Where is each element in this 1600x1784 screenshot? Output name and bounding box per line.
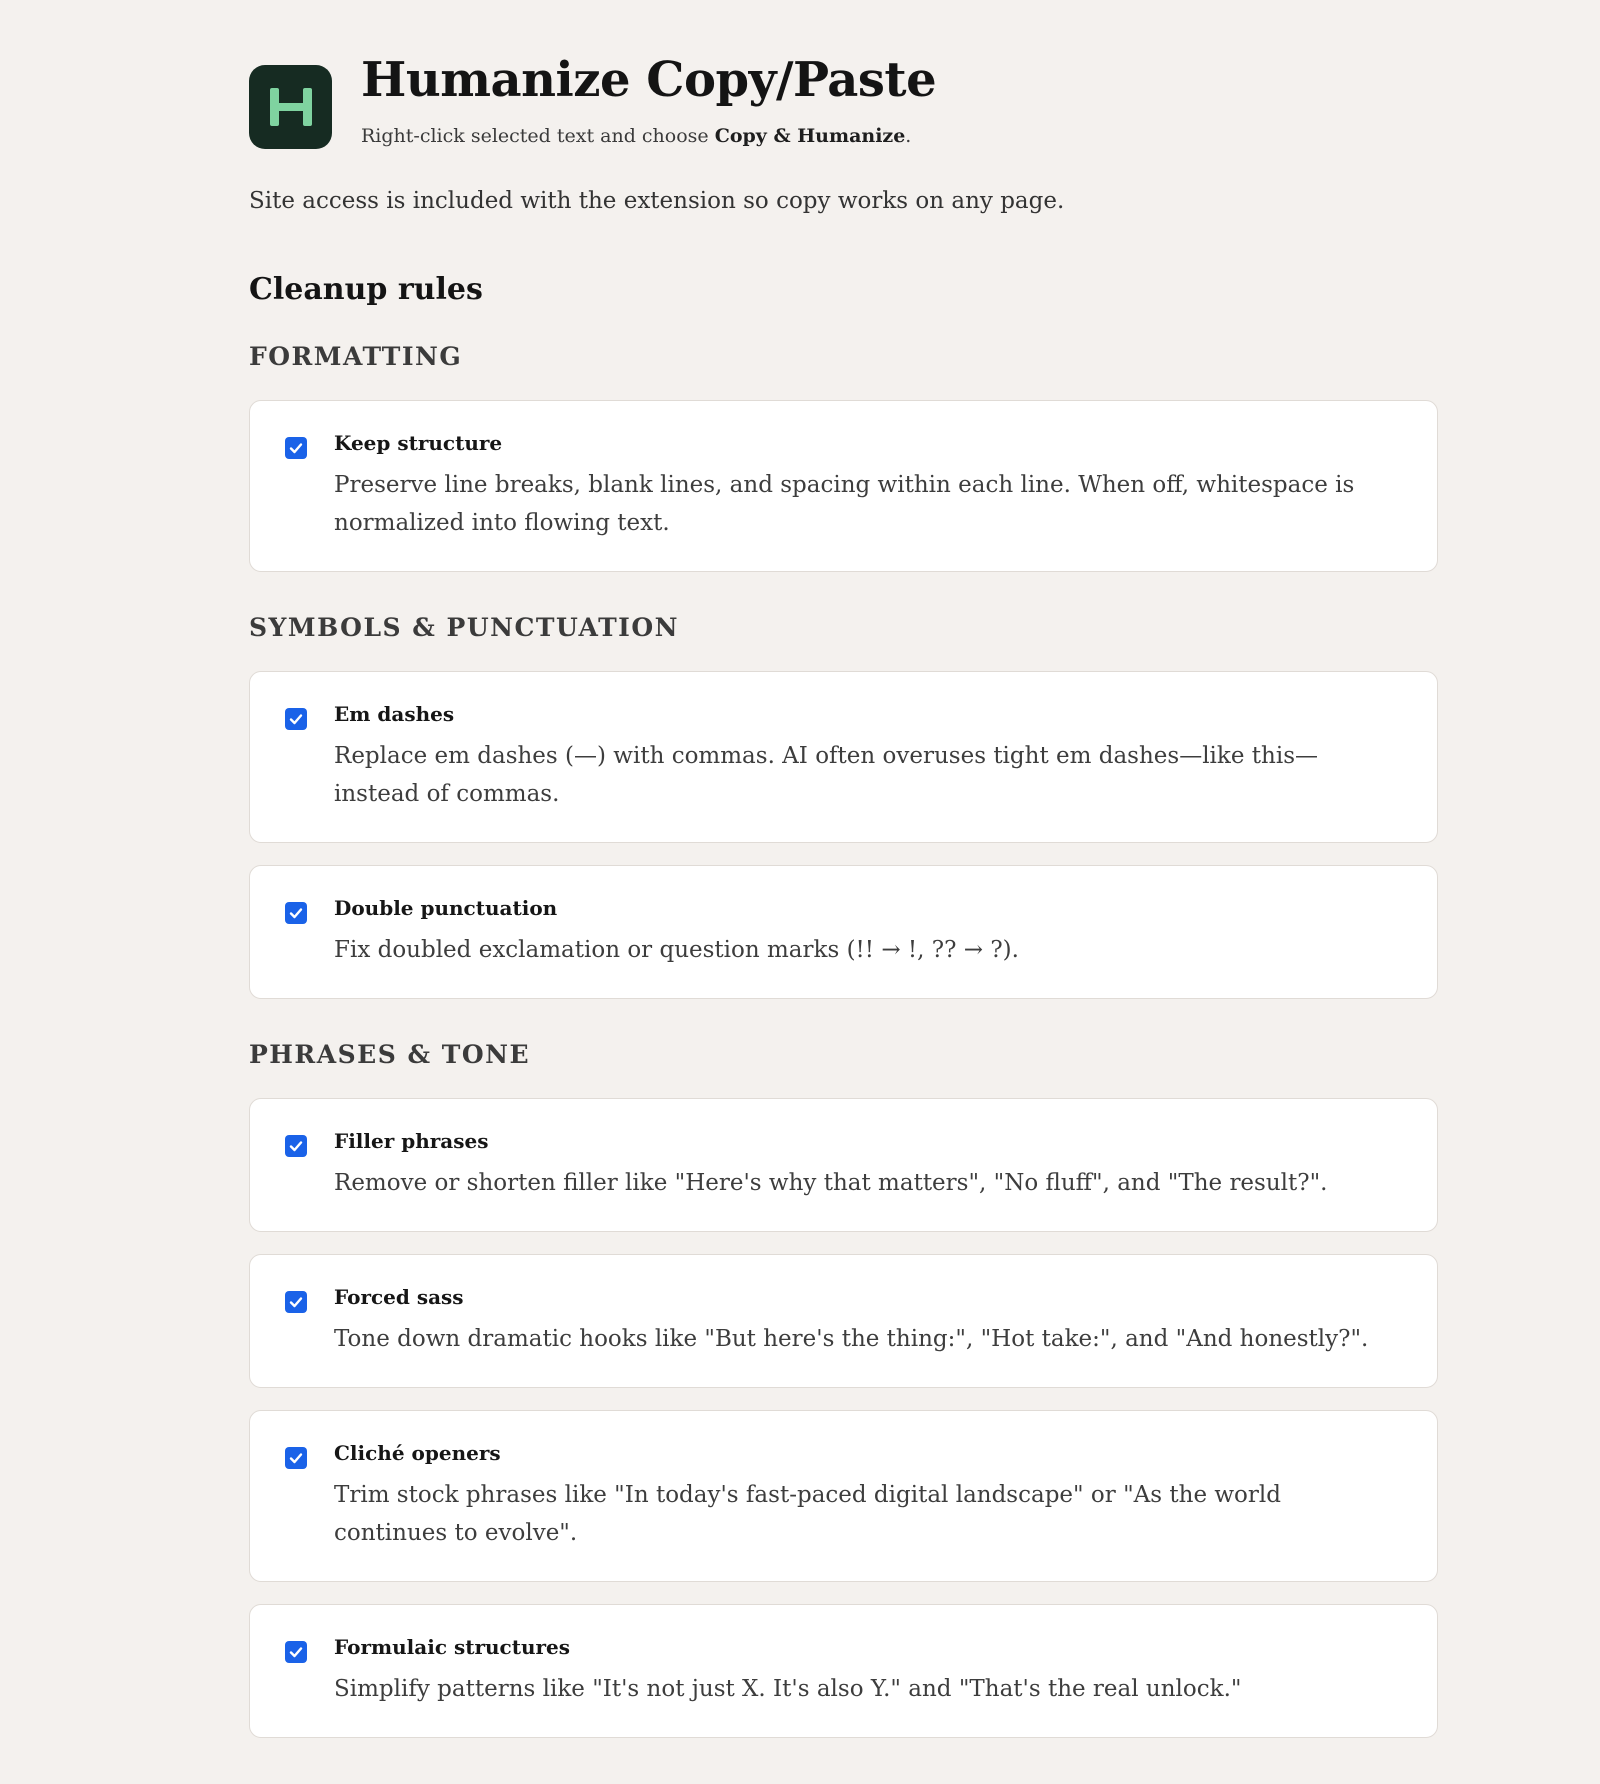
header — [249, 49, 1438, 149]
rule-title: Formulaic structures — [334, 1635, 571, 1659]
check-icon — [288, 1294, 304, 1310]
rule-card-forced-sass — [249, 1254, 1438, 1388]
rule-description: Fix doubled exclamation or question marks (!! → !, ?? → ?). — [334, 937, 1019, 963]
rule-title: Filler phrases — [334, 1129, 489, 1153]
check-icon — [288, 440, 304, 456]
h-logo-icon — [266, 82, 316, 132]
rule-card-double-punctuation — [249, 865, 1438, 999]
rule-description: Remove or shorten filler like "Here's why that matters", "No fluff", and "The result?". — [334, 1170, 1328, 1196]
rule-card-formulaic-structures — [249, 1604, 1438, 1738]
subtitle-suffix: . — [905, 125, 912, 147]
rule-description: Tone down dramatic hooks like "But here's the thing:", "Hot take:", and "And honestly?". — [334, 1326, 1369, 1352]
forced-sass-checkbox[interactable] — [285, 1291, 307, 1313]
rule-card-cliche-openers — [249, 1410, 1438, 1582]
rule-body — [334, 700, 1401, 813]
formulaic-structures-checkbox[interactable] — [285, 1641, 307, 1663]
subtitle-action: Copy & Humanize — [714, 125, 906, 147]
group-heading-formatting: FORMATTING — [249, 342, 463, 371]
site-access-note: Site access is included with the extension so copy works on any page. — [249, 188, 1065, 214]
keep-structure-checkbox[interactable] — [285, 437, 307, 459]
rule-card-em-dashes — [249, 671, 1438, 843]
rule-title: Em dashes — [334, 702, 455, 726]
rule-body — [334, 429, 1401, 542]
rule-title: Keep structure — [334, 431, 503, 455]
rule-card-filler-phrases — [249, 1098, 1438, 1232]
double-punctuation-checkbox[interactable] — [285, 902, 307, 924]
check-icon — [288, 905, 304, 921]
rule-title: Forced sass — [334, 1285, 464, 1309]
check-icon — [288, 1644, 304, 1660]
check-icon — [288, 1450, 304, 1466]
app-logo — [249, 65, 332, 149]
rule-description: Simplify patterns like "It's not just X. It's also Y." and "That's the real unlock." — [334, 1676, 1242, 1702]
rule-description: Preserve line breaks, blank lines, and spacing within each line. When off, whitespace is normalized into flowing text. — [334, 472, 1355, 536]
options-page — [249, 0, 1438, 1738]
rule-body — [334, 1633, 1241, 1708]
section-title: Cleanup rules — [249, 272, 483, 307]
title-block — [361, 49, 936, 149]
em-dashes-checkbox[interactable] — [285, 708, 307, 730]
rule-title: Double punctuation — [334, 896, 558, 920]
subtitle — [361, 123, 936, 149]
rule-card-keep-structure — [249, 400, 1438, 572]
group-heading-symbols-punctuation: SYMBOLS & PUNCTUATION — [249, 613, 679, 642]
filler-phrases-checkbox[interactable] — [285, 1135, 307, 1157]
cliche-openers-checkbox[interactable] — [285, 1447, 307, 1469]
rule-body — [334, 1283, 1368, 1358]
check-icon — [288, 711, 304, 727]
rule-title: Cliché openers — [334, 1441, 501, 1465]
rule-body — [334, 1127, 1327, 1202]
rule-body — [334, 894, 1019, 969]
rule-body — [334, 1439, 1401, 1552]
app-title: Humanize Copy/Paste — [361, 52, 937, 108]
group-heading-phrases-tone: PHRASES & TONE — [249, 1040, 531, 1069]
rule-description: Replace em dashes (—) with commas. AI often overuses tight em dashes—like this—instead of commas. — [334, 743, 1318, 807]
subtitle-prefix: Right-click selected text and choose — [361, 125, 715, 147]
check-icon — [288, 1138, 304, 1154]
rule-description: Trim stock phrases like "In today's fast-paced digital landscape" or "As the world continues to evolve". — [334, 1482, 1281, 1546]
